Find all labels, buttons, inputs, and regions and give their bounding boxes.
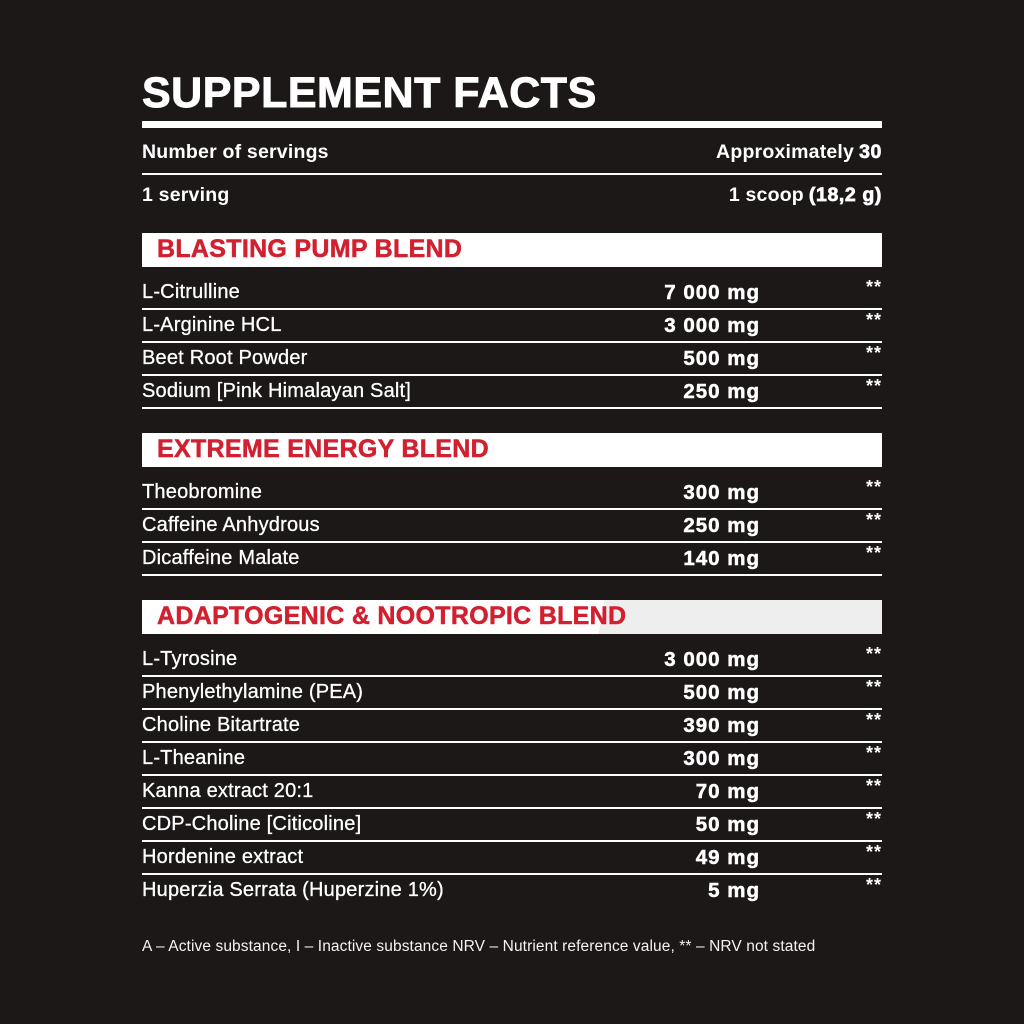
servings-label: Number of servings — [142, 141, 329, 164]
ingredient-amount: 300 mg — [683, 746, 760, 770]
footnote: A – Active substance, I – Inactive substance NRV – Nutrient reference value, ** – NRV not stated — [142, 938, 816, 956]
blend-title: BLASTING PUMP BLEND — [157, 234, 463, 263]
ingredient-amount: 500 mg — [683, 346, 760, 370]
panel-title: SUPPLEMENT FACTS — [142, 69, 597, 117]
servings-row — [142, 128, 882, 175]
ingredient-amount: 500 mg — [683, 680, 760, 704]
ingredient-name: Theobromine — [142, 481, 263, 504]
ingredient-amount: 140 mg — [683, 546, 760, 570]
ingredient-row — [142, 710, 882, 743]
ingredient-name: L-Citrulline — [142, 281, 240, 304]
ingredient-amount: 5 mg — [708, 878, 760, 902]
title-divider — [142, 121, 882, 128]
ingredient-nrv: ** — [865, 510, 882, 531]
ingredient-row — [142, 743, 882, 776]
ingredient-nrv: ** — [865, 743, 882, 764]
ingredient-name: L-Tyrosine — [142, 648, 238, 671]
servings-value-bold: 30 — [859, 141, 882, 164]
ingredient-row — [142, 776, 882, 809]
ingredient-nrv: ** — [865, 710, 882, 731]
ingredient-nrv: ** — [865, 543, 882, 564]
ingredient-nrv: ** — [865, 376, 882, 397]
ingredient-name: Sodium [Pink Himalayan Salt] — [142, 380, 412, 403]
ingredient-row — [142, 644, 882, 677]
ingredient-amount: 390 mg — [683, 713, 760, 737]
ingredient-row — [142, 677, 882, 710]
ingredient-nrv: ** — [865, 644, 882, 665]
ingredient-name: Beet Root Powder — [142, 347, 308, 370]
blend-section — [142, 233, 882, 409]
blend-sections — [142, 233, 882, 906]
serving-size-value-bold: (18,2 g) — [808, 184, 882, 207]
ingredient-nrv: ** — [865, 677, 882, 698]
ingredient-nrv: ** — [865, 343, 882, 364]
ingredient-name: Kanna extract 20:1 — [142, 780, 314, 803]
ingredient-nrv: ** — [865, 277, 882, 298]
ingredient-row — [142, 842, 882, 875]
ingredient-name: L-Arginine HCL — [142, 314, 282, 337]
serving-size-value — [729, 184, 882, 207]
ingredient-row — [142, 543, 882, 576]
ingredient-name: Caffeine Anhydrous — [142, 514, 320, 537]
ingredient-nrv: ** — [865, 809, 882, 830]
blend-header-bar — [142, 233, 882, 267]
ingredient-row — [142, 343, 882, 376]
blend-title: ADAPTOGENIC & NOOTROPIC BLEND — [157, 601, 627, 630]
serving-size-row — [142, 175, 882, 207]
ingredient-amount: 50 mg — [695, 812, 760, 836]
ingredient-row — [142, 310, 882, 343]
ingredient-amount: 250 mg — [683, 513, 760, 537]
blend-title: EXTREME ENERGY BLEND — [157, 434, 489, 463]
ingredient-amount: 70 mg — [695, 779, 760, 803]
ingredient-name: CDP-Choline [Citicoline] — [142, 813, 362, 836]
ingredient-nrv: ** — [865, 477, 882, 498]
ingredient-amount: 3 000 mg — [664, 313, 760, 337]
ingredient-row — [142, 277, 882, 310]
ingredient-name: Choline Bitartrate — [142, 714, 301, 737]
blend-header-bar — [142, 600, 882, 634]
ingredient-row — [142, 477, 882, 510]
blend-section — [142, 433, 882, 576]
ingredient-row — [142, 510, 882, 543]
supplement-facts-panel — [142, 69, 882, 956]
serving-size-label: 1 serving — [142, 184, 230, 207]
ingredient-amount: 300 mg — [683, 480, 760, 504]
ingredient-row — [142, 875, 882, 906]
blend-header-bar — [142, 433, 882, 467]
ingredient-rows — [142, 467, 882, 576]
blend-section — [142, 600, 882, 906]
ingredient-name: Hordenine extract — [142, 846, 304, 869]
ingredient-nrv: ** — [865, 842, 882, 863]
ingredient-amount: 7 000 mg — [664, 280, 760, 304]
ingredient-rows — [142, 267, 882, 409]
ingredient-name: L-Theanine — [142, 747, 246, 770]
serving-size-value-text: 1 scoop — [728, 184, 804, 207]
servings-value-text: Approximately — [716, 141, 855, 164]
ingredient-amount: 49 mg — [695, 845, 760, 869]
servings-value — [716, 141, 882, 164]
ingredient-name: Dicaffeine Malate — [142, 547, 300, 570]
ingredient-nrv: ** — [865, 875, 882, 896]
ingredient-nrv: ** — [865, 310, 882, 331]
ingredient-amount: 3 000 mg — [664, 647, 760, 671]
ingredient-nrv: ** — [865, 776, 882, 797]
ingredient-row — [142, 376, 882, 409]
ingredient-row — [142, 809, 882, 842]
ingredient-amount: 250 mg — [683, 379, 760, 403]
ingredient-name: Huperzia Serrata (Huperzine 1%) — [142, 879, 444, 902]
ingredient-rows — [142, 634, 882, 906]
ingredient-name: Phenylethylamine (PEA) — [142, 681, 364, 704]
